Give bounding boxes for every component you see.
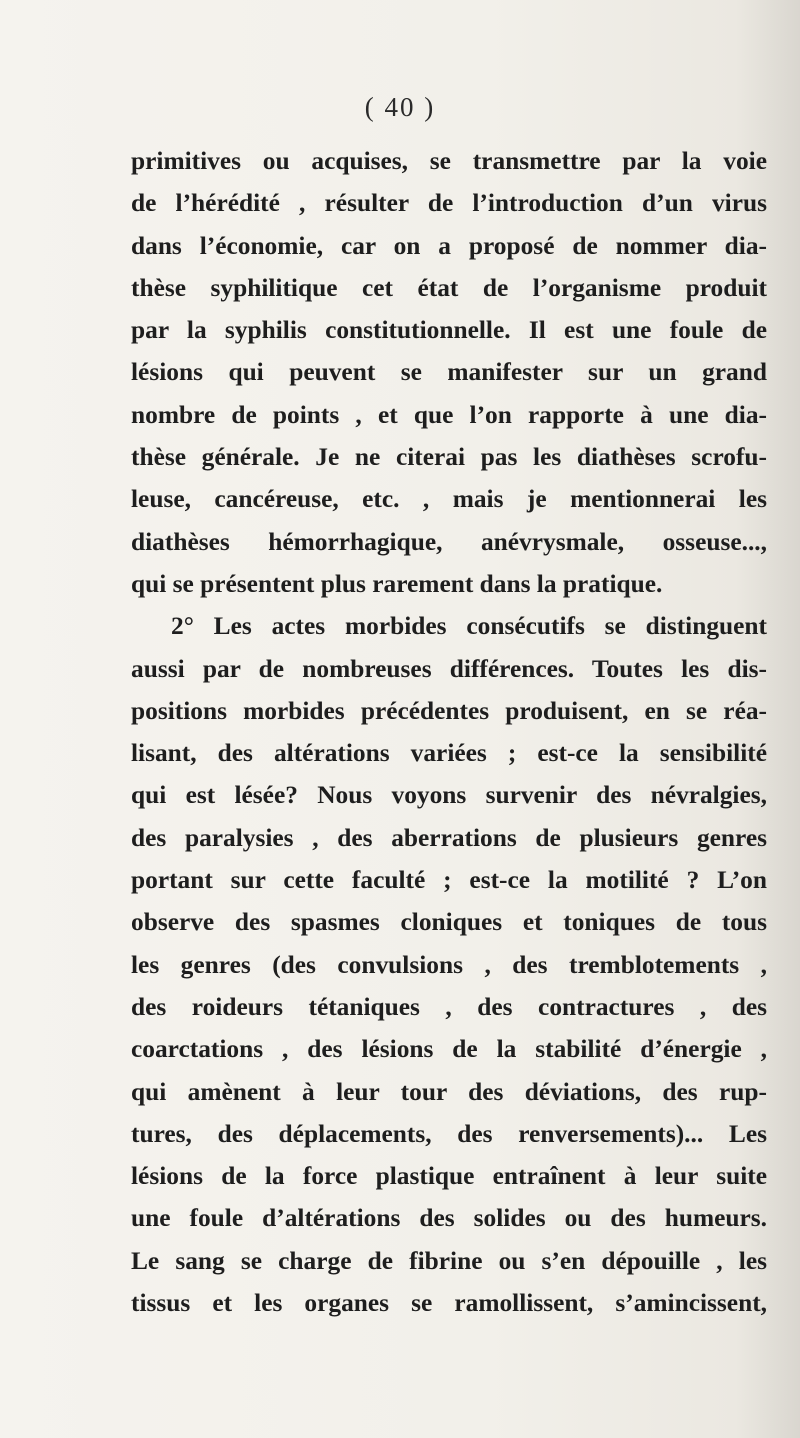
page-number: ( 40 ) xyxy=(364,92,436,122)
text-line: une foule d’altérations des solides ou des humeurs. xyxy=(131,1204,767,1233)
body-text xyxy=(131,140,767,1324)
text-line: dans l’économie, car on a proposé de nommer dia- xyxy=(131,231,767,260)
text-line: observe des spasmes cloniques et toniques de tous xyxy=(131,908,767,937)
text-line: portant sur cette faculté ; est-ce la motilité ? L’on xyxy=(131,866,767,895)
text-line: aussi par de nombreuses différences. Toutes les dis- xyxy=(131,654,767,683)
text-line: par la syphilis constitutionnelle. Il est une foule de xyxy=(131,316,767,345)
text-line: positions morbides précédentes produisent, en se réa- xyxy=(131,696,767,725)
text-line: les genres (des convulsions , des tremblotements , xyxy=(131,950,767,979)
text-line: lisant, des altérations variées ; est-ce la sensibilité xyxy=(131,739,767,768)
text-line: tures, des déplacements, des renversements)... Les xyxy=(131,1119,767,1148)
text-line: tissus et les organes se ramollissent, s’amincissent, xyxy=(131,1289,767,1318)
text-line: lésions de la force plastique entraînent à leur suite xyxy=(131,1162,767,1191)
text-line: 2° Les actes morbides consécutifs se distinguent xyxy=(171,612,767,641)
text-line: diathèses hémorrhagique, anévrysmale, osseuse..., xyxy=(131,527,767,556)
text-line: qui est lésée? Nous voyons survenir des névralgies, xyxy=(131,781,767,810)
text-line: leuse, cancéreuse, etc. , mais je mentionnerai les xyxy=(131,485,767,514)
text-line: des roideurs tétaniques , des contractures , des xyxy=(131,992,767,1021)
text-line: de l’hérédité , résulter de l’introduction d’un virus xyxy=(131,189,767,218)
text-line: coarctations , des lésions de la stabilité d’énergie , xyxy=(131,1035,767,1064)
text-line: lésions qui peuvent se manifester sur un grand xyxy=(131,358,767,387)
text-line: des paralysies , des aberrations de plusieurs genres xyxy=(131,823,767,852)
text-line: qui amènent à leur tour des déviations, des rup- xyxy=(131,1077,767,1106)
text-line: Le sang se charge de fibrine ou s’en dépouille , les xyxy=(131,1246,767,1275)
text-line: qui se présentent plus rarement dans la pratique. xyxy=(131,569,663,598)
text-line: thèse générale. Je ne citerai pas les diathèses scrofu- xyxy=(131,443,767,472)
text-line: primitives ou acquises, se transmettre par la voie xyxy=(131,147,767,175)
text-line: thèse syphilitique cet état de l’organisme produit xyxy=(131,273,767,302)
text-line: nombre de points , et que l’on rapporte à une dia- xyxy=(131,400,767,429)
